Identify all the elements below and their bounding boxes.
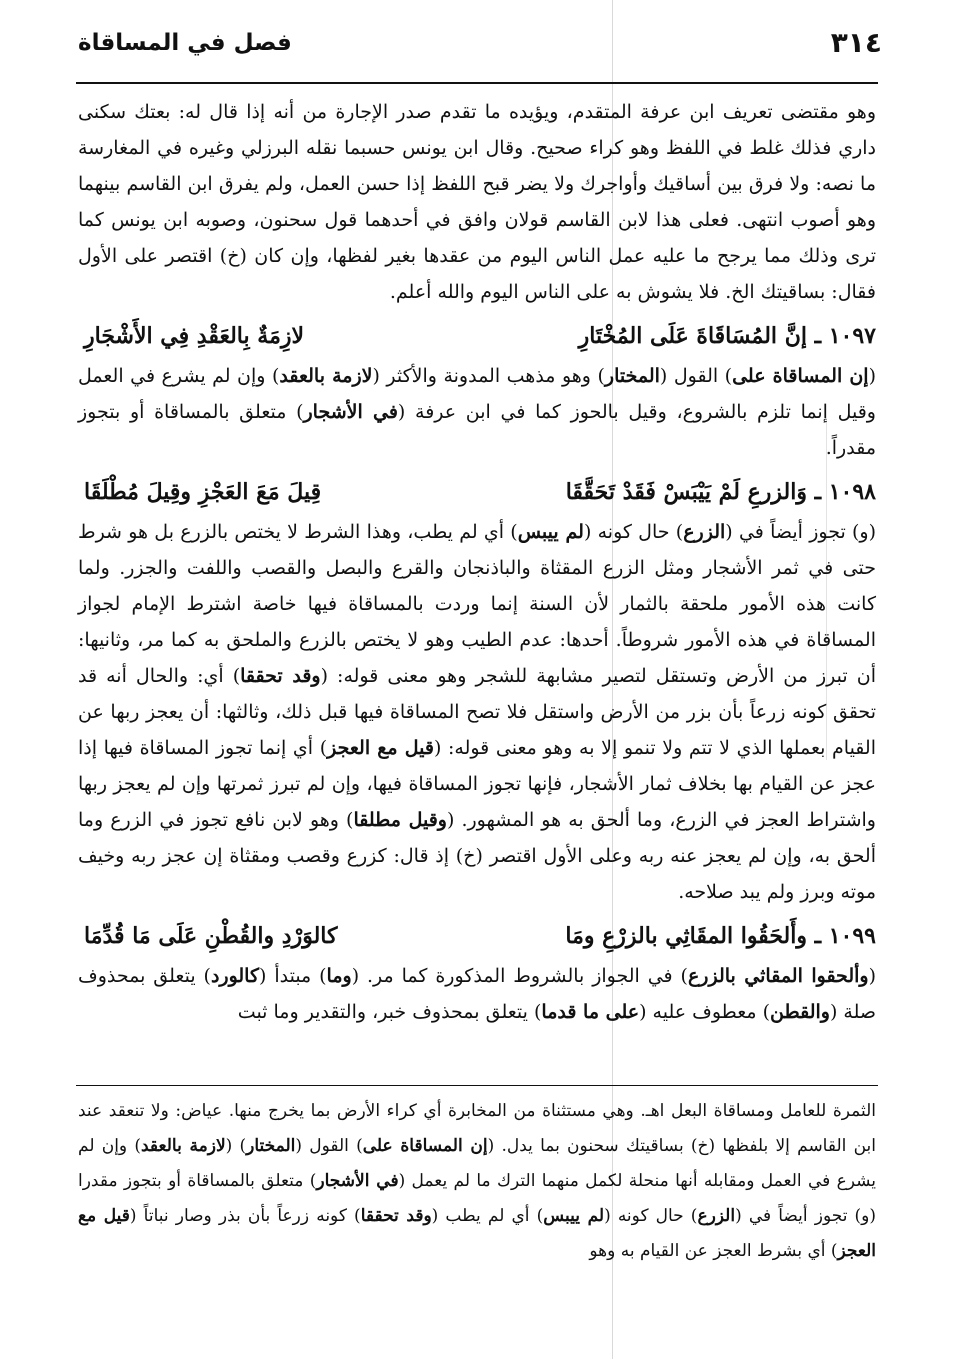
commentary-paragraph: (و) تجوز أيضاً في (الزرع) حال كونه (لم ييبس) أي لم يطب، وهذا الشرط لا يختص بالزرع بل هو شرط حتى في ثمر الأشجار ومثل الزرع المقثاة والباذنجان والقرع والبصل والقصب واللفت والجزر. ولما كانت هذه الأمور ملحقة بالثمار لأن السنة إنما وردت بالمساقاة فيها خاصة اشترط الإمام لجواز المساقاة في هذه الأمور شروطاً. أحدها: عدم الطيب وهو لا يختص بالزرع والملحق به كما مر، وثانيها: أن تبرز من الأرض وتستقل لتصير مشابهة للشجر وهو معنى قوله: (وقد تحققا) أي: والحال أنه قد تحقق كونه زرعاً بأن بزر من الأرض واستقل فلا تصح المساقاة فيها قبل ذلك، وثالثها: أن يعجز ربها عن القيام بعملها الذي لا تتم ولا تنمو إلا به وهو معنى قوله: (قيل مع العجز) أي إنما تجوز المساقاة فيها إذا عجز عن القيام بها بخلاف ثمار الأشجار، فإنها تجوز المساقاة فيها، وإن لم تبرز ثمرتها وإن لم يعجز ربها واشتراط العجز في الزرع، وما ألحق به هو المشهور. (وقيل مطلقا) وهو لابن نافع تجوز في الزرع وما ألحق به، وإن لم يعجز عنه ربه وعلى الأول اقتصر (خ) إذ قال: كزرع وقصب ومقثاة إن عجز ربه وخيف موته وبرز ولم يبد صلاحه. [78,521,876,903]
intro-paragraph: وهو مقتضى تعريف ابن عرفة المتقدم، ويؤيده ما تقدم صدر الإجارة من أنه إذا قال له: بعتك سكنى داري فذلك غلط في اللفظ وهو كراء صحيح. وقال ابن يونس حسبما نقله البرزلي وغيره في المغارسة ما نصه: ولا فرق بين أساقيك وأواجرك ولا يضر قبح اللفظ إذا حسن العمل، ولم يفرق ابن القاسم بينهما وهو أصوب انتهى. فعلى هذا لابن القاسم قولان وافق في أحدهما قول سحنون، وصوبه ابن يونس كما ترى وذلك مما يرجح ما عليه عمل الناس اليوم من عقدها بغير لفظها، وإن كان (خ) اقتصر على الأول فقال: بساقيتك الخ. فلا يشوش به على الناس اليوم والله أعلم. [78,101,876,303]
verse-1097 [78,314,876,358]
verse-number: ١٠٩٨ [828,479,876,505]
commentary-paragraph: (وألحقوا المقاثي بالزرع) في الجواز بالشروط المذكورة كما مر. (وما) مبتدأ (كالورد) يتعلق بمحذوف صلة (والقطن) معطوف عليه (على ما قدما) يتعلق بمحذوف خبر، والتقدير وما ثبت [78,965,876,1023]
footnote-paragraph: الثمرة للعامل ومساقاة البعل اهـ. وهي مستثناة من المخابرة أي كراء الأرض بما يخرج منها. عياض: ولا تنعقد عند ابن القاسم إلا بلفظها (خ) بساقيتك سحنون بما يدل. (إن المساقاة على) القول (المختار) (لازمة بالعقد) وإن لم يشرع في العمل ومقابله أنها منحلة لكمل منهما الترك ما لم يعمل (في الأشجار) متعلق بالمساقاة أو بتجوز مقدرا (و) تجوز أيضاً في (الزرع) حال كونه (لم ييبس) أي لم يطب (وقد تحققا) كونه زرعاً بأن بذر وصار نباتاً (قيل مع العجز) أي بشرط العجز عن القيام به وهو [78,1101,877,1261]
verse-first-half: ١٠٩٨ ـ وَالزرعِ لَمْ يَيْبَسْ فَقَدْ تَحَقَّقَا [565,479,876,505]
verse-first-half: ١٠٩٧ ـ إنَّ المُسَاقَاةَ عَلَى المُخْتَارِ [578,323,876,349]
main-text [78,94,876,1030]
verse-second-half: كالوَرْدِ والقُطْنِ عَلَى مَا قُدِّمَا [84,923,338,949]
verse-second-half: قِيلَ مَعَ العَجْزِ وقِيلَ مُطْلَقَا [84,479,322,505]
verse-number: ١٠٩٩ [828,923,876,949]
running-header [70,22,890,72]
verse-number: ١٠٩٧ [828,323,876,349]
page-number: ٣١٤ [830,26,882,59]
chapter-title: فصل في المساقاة [78,30,292,56]
footnote [78,1094,876,1269]
verse-first-half: ١٠٩٩ ـ وأَلحَقُوا المقَاثِي بالزرْعِ ومَا [565,923,876,949]
footnote-rule [76,1085,878,1086]
verse-1099 [78,914,876,958]
header-rule [76,82,878,84]
verse-second-half: لازِمَةٌ بِالعَقْدِ فِي الأَشْجَارِ [84,323,305,349]
commentary-paragraph: (إن المساقاة على) القول (المختار) وهو مذهب المدونة والأكثر (لازمة بالعقد) وإن لم يشرع في العمل وقيل إنما تلزم بالشروع، وقيل بالحوز كما في ابن عرفة (في الأشجار) متعلق بالمساقاة أو بتجوز مقدراً. [78,365,876,459]
verse-1098 [78,470,876,514]
